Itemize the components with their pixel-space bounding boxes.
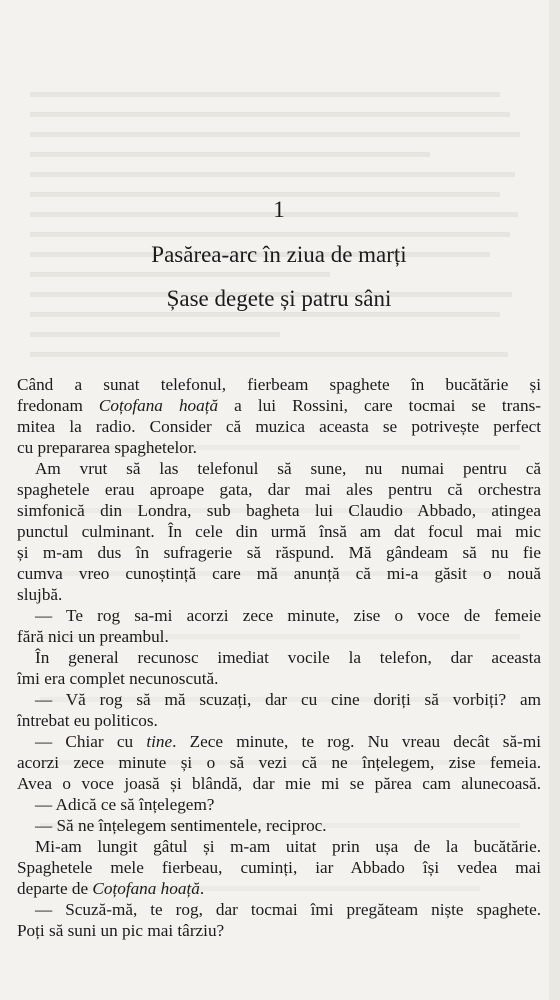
text-line — [17, 899, 541, 920]
chapter-title: Pasărea-arc în ziua de marți — [151, 242, 407, 267]
text-line — [17, 605, 541, 626]
text-run: îmi era complet necunoscută. — [17, 669, 219, 688]
text-run: punctul culminant. În cele din urmă însă am dat focul mai mic — [17, 522, 541, 541]
text-line — [17, 458, 541, 479]
text-line — [17, 563, 541, 584]
text-run: departe de — [17, 879, 93, 898]
text-run: întrebat eu politicos. — [17, 711, 158, 730]
text-line — [17, 668, 541, 689]
text-run: a lui Rossini, care tocmai se trans- — [218, 396, 541, 415]
text-line — [17, 689, 541, 710]
text-run: — Te rog sa-mi acorzi zece minute, zise o voce de femeie — [35, 606, 541, 625]
text-run: acorzi zece minute și o să vezi că ne înțelegem, zise femeia. — [17, 753, 541, 772]
text-run: fredonam — [17, 396, 99, 415]
text-line — [17, 479, 541, 500]
chapter-subtitle: Șase degete și patru sâni — [166, 286, 392, 311]
text-line — [17, 794, 541, 815]
text-run: În general recunosc imediat vocile la telefon, dar aceasta — [35, 648, 541, 667]
chapter-number: 1 — [273, 197, 285, 222]
text-run: Poți să suni un pic mai târziu? — [17, 921, 225, 940]
text-line — [17, 878, 541, 899]
text-run: . — [199, 879, 205, 898]
text-run: cumva vreo cunoștință care mă anunță că mi-a găsit o nouă — [17, 564, 541, 583]
text-run: fără nici un preambul. — [17, 627, 169, 646]
text-line — [17, 437, 541, 458]
text-line — [17, 584, 541, 605]
text-line — [17, 626, 541, 647]
text-run: Spaghetele mele fierbeau, cuminți, iar Abbado își vedea mai — [17, 858, 541, 877]
text-line — [17, 857, 541, 878]
text-run: mitea la radio. Consider că muzica aceasta se potrivește perfect — [17, 417, 541, 436]
text-line — [17, 710, 541, 731]
italic-phrase: Coțofana hoață — [98, 396, 219, 415]
book-page — [17, 0, 541, 1000]
text-run: Avea o voce joasă și blândă, dar mie mi se părea cam alunecoasă. — [17, 774, 541, 793]
text-run: simfonică din Londra, sub bagheta lui Claudio Abbado, atingea — [17, 501, 541, 520]
text-line — [17, 542, 541, 563]
text-run: — Adică ce să înțelegem? — [35, 795, 215, 814]
text-line — [17, 374, 541, 395]
text-run: . Zece minute, te rog. Nu vreau decât să-mi — [172, 732, 541, 751]
text-line — [17, 815, 541, 836]
text-line — [17, 416, 541, 437]
text-run: spaghetele erau aproape gata, dar mai ales pentru că orchestra — [17, 480, 541, 499]
text-line — [17, 836, 541, 857]
chapter-body-text — [17, 374, 541, 941]
text-run: Mi-am lungit gâtul și m-am uitat prin ușa de la bucătărie. — [35, 837, 541, 856]
text-run: Am vrut să las telefonul să sune, nu numai pentru că — [35, 459, 541, 478]
text-line — [17, 773, 541, 794]
text-run: — Chiar cu — [35, 732, 147, 751]
text-run: slujbă. — [17, 585, 63, 604]
text-run: — Să ne înțelegem sentimentele, reciproc. — [35, 816, 327, 835]
text-line — [17, 920, 541, 941]
text-line — [17, 752, 541, 773]
text-line — [17, 647, 541, 668]
text-run: și m-am dus în sufragerie să răspund. Mă gândeam să nu fie — [17, 543, 541, 562]
text-run: — Scuză-mă, te rog, dar tocmai îmi pregăteam niște spaghete. — [35, 900, 541, 919]
text-run: cu prepararea spaghetelor. — [17, 438, 197, 457]
text-line — [17, 731, 541, 752]
text-line — [17, 500, 541, 521]
text-run: Când a sunat telefonul, fierbeam spaghete în bucătărie și — [17, 375, 541, 394]
italic-phrase: tine — [146, 732, 173, 751]
text-line — [17, 521, 541, 542]
text-line — [17, 395, 541, 416]
italic-phrase: Coțofana hoață — [92, 879, 200, 898]
text-run: — Vă rog să mă scuzați, dar cu cine doriți să vorbiți? am — [35, 690, 541, 709]
